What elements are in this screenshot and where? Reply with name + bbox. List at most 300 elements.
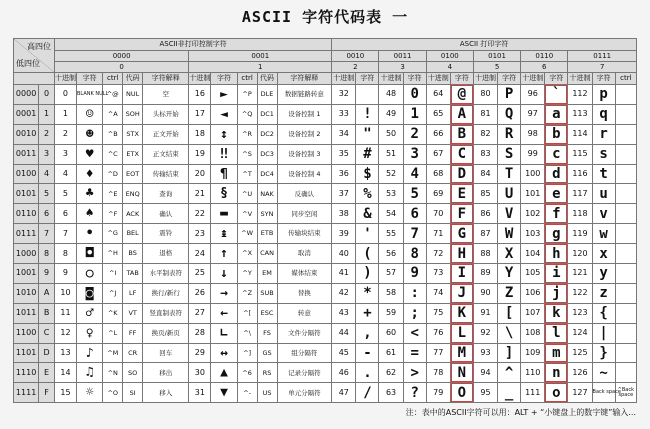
char-cell: % <box>356 184 379 204</box>
decimal-cell: 101 <box>521 184 545 204</box>
ctrl-cell <box>615 343 636 363</box>
code-cell: SI <box>123 383 143 403</box>
char-cell: ♠ <box>77 204 103 224</box>
char-cell: < <box>403 323 426 343</box>
char-cell: ^ <box>498 363 521 383</box>
char-cell: M <box>450 343 473 363</box>
decimal-cell: 15 <box>54 383 76 403</box>
decimal-cell: 62 <box>379 363 403 383</box>
row-bits: 1000 <box>14 244 39 264</box>
decimal-cell: 60 <box>379 323 403 343</box>
decimal-cell: 98 <box>521 124 545 144</box>
decimal-cell: 125 <box>568 343 592 363</box>
char-cell: t <box>592 164 615 184</box>
table-row <box>14 144 637 164</box>
decimal-cell: 32 <box>332 85 356 105</box>
desc-cell: 取消 <box>277 244 332 264</box>
row-hex: 4 <box>39 164 55 184</box>
char-cell: ¶ <box>211 164 237 184</box>
decimal-cell: 64 <box>426 85 450 105</box>
decimal-cell: 29 <box>189 343 211 363</box>
col-header: 字符 <box>403 73 426 85</box>
code-cell: GS <box>257 343 277 363</box>
decimal-cell: 86 <box>473 204 497 224</box>
ctrl-cell: ^L <box>103 323 123 343</box>
char-cell: ∟ <box>211 323 237 343</box>
decimal-cell: 112 <box>568 85 592 105</box>
char-cell: B <box>450 124 473 144</box>
decimal-cell: 100 <box>521 164 545 184</box>
code-cell: RS <box>257 363 277 383</box>
code-cell: DC1 <box>257 104 277 124</box>
col-header: 字符 <box>211 73 237 85</box>
desc-cell: 替换 <box>277 283 332 303</box>
col-header: 十进制 <box>521 73 545 85</box>
char-cell: h <box>545 244 568 264</box>
decimal-cell: 9 <box>54 264 76 284</box>
decimal-cell: 121 <box>568 264 592 284</box>
char-cell: A <box>450 104 473 124</box>
group-bits-2: 0010 <box>332 51 379 62</box>
ctrl-cell <box>615 244 636 264</box>
char-cell: BLANK NULL <box>77 85 103 105</box>
char-cell: 0 <box>403 85 426 105</box>
decimal-cell: 57 <box>379 264 403 284</box>
ctrl-cell <box>615 264 636 284</box>
decimal-cell: 30 <box>189 363 211 383</box>
char-cell: & <box>356 204 379 224</box>
char-cell: ◙ <box>77 283 103 303</box>
table-row <box>14 383 637 403</box>
decimal-cell: 79 <box>426 383 450 403</box>
col-header: 十进制 <box>473 73 497 85</box>
char-cell: ♪ <box>77 343 103 363</box>
col-header: 字符 <box>450 73 473 85</box>
ascii-table <box>13 38 637 403</box>
decimal-cell: 87 <box>473 224 497 244</box>
ctrl-cell <box>615 204 636 224</box>
decimal-cell: 70 <box>426 204 450 224</box>
char-cell: r <box>592 124 615 144</box>
decimal-cell: 119 <box>568 224 592 244</box>
ctrl-cell: ^@ <box>103 85 123 105</box>
char-cell: u <box>592 184 615 204</box>
char-cell: $ <box>356 164 379 184</box>
code-cell: SO <box>123 363 143 383</box>
code-cell: NAK <box>257 184 277 204</box>
desc-cell: 数据链路转意 <box>277 85 332 105</box>
ctrl-cell <box>615 323 636 343</box>
group-bits-5: 0101 <box>473 51 520 62</box>
desc-cell: 震铃 <box>143 224 189 244</box>
col-header: 字符 <box>545 73 568 85</box>
ctrl-cell: ^C <box>103 144 123 164</box>
char-cell: 3 <box>403 144 426 164</box>
char-cell: ◘ <box>77 244 103 264</box>
decimal-cell: 54 <box>379 204 403 224</box>
decimal-cell: 71 <box>426 224 450 244</box>
char-cell: + <box>356 303 379 323</box>
decimal-cell: 8 <box>54 244 76 264</box>
col-header: 字符解释 <box>143 73 189 85</box>
decimal-cell: 41 <box>332 264 356 284</box>
desc-cell: 竖直制表符 <box>143 303 189 323</box>
ctrl-cell: ^W <box>237 224 257 244</box>
char-cell: e <box>545 184 568 204</box>
decimal-cell: 96 <box>521 85 545 105</box>
decimal-cell: 49 <box>379 104 403 124</box>
col-header-ctrl: ctrl <box>615 73 636 85</box>
low-bits-label: 低四位 <box>16 59 40 68</box>
char-cell: ( <box>356 244 379 264</box>
decimal-cell: 63 <box>379 383 403 403</box>
decimal-cell: 35 <box>332 144 356 164</box>
char-cell: R <box>498 124 521 144</box>
char-cell: w <box>592 224 615 244</box>
decimal-cell: 120 <box>568 244 592 264</box>
char-cell: ▼ <box>211 383 237 403</box>
code-cell: SOH <box>123 104 143 124</box>
row-hex: 7 <box>39 224 55 244</box>
char-cell: . <box>356 363 379 383</box>
ctrl-cell: ^M <box>103 343 123 363</box>
char-cell: / <box>356 383 379 403</box>
table-row <box>14 124 637 144</box>
char-cell: ? <box>403 383 426 403</box>
col-header: 十进制 <box>568 73 592 85</box>
row-hex: 0 <box>39 85 55 105</box>
decimal-cell: 72 <box>426 244 450 264</box>
row-hex: 6 <box>39 204 55 224</box>
char-cell: Back space <box>592 383 615 403</box>
char-cell: • <box>77 224 103 244</box>
row-hex: 3 <box>39 144 55 164</box>
ctrl-cell: ^P <box>237 85 257 105</box>
row-hex: B <box>39 303 55 323</box>
decimal-cell: 56 <box>379 244 403 264</box>
char-cell: C <box>450 144 473 164</box>
decimal-cell: 22 <box>189 204 211 224</box>
char-cell: P <box>498 85 521 105</box>
row-hex: 5 <box>39 184 55 204</box>
char-cell: o <box>545 383 568 403</box>
char-cell: Q <box>498 104 521 124</box>
desc-cell: 正文开始 <box>143 124 189 144</box>
row-bits: 0001 <box>14 104 39 124</box>
desc-cell: 媒体结束 <box>277 264 332 284</box>
char-cell: k <box>545 303 568 323</box>
nonprint-header: ASCII非打印控制字符 <box>54 39 331 51</box>
row-bits: 1001 <box>14 264 39 284</box>
decimal-cell: 16 <box>189 85 211 105</box>
col-header: 十进制 <box>332 73 356 85</box>
char-cell: ♥ <box>77 144 103 164</box>
decimal-cell: 67 <box>426 144 450 164</box>
row-hex: E <box>39 363 55 383</box>
char-cell: _ <box>498 383 521 403</box>
decimal-cell: 106 <box>521 283 545 303</box>
ctrl-cell: ^A <box>103 104 123 124</box>
char-cell: ☻ <box>77 124 103 144</box>
ctrl-cell: ^B <box>103 124 123 144</box>
decimal-cell: 76 <box>426 323 450 343</box>
char-cell: a <box>545 104 568 124</box>
char-cell: # <box>356 144 379 164</box>
char-cell: " <box>356 124 379 144</box>
decimal-cell: 75 <box>426 303 450 323</box>
char-cell: g <box>545 224 568 244</box>
char-cell: ~ <box>592 363 615 383</box>
decimal-cell: 83 <box>473 144 497 164</box>
char-cell: 2 <box>403 124 426 144</box>
char-cell: ☼ <box>77 383 103 403</box>
decimal-cell: 37 <box>332 184 356 204</box>
code-cell: ESC <box>257 303 277 323</box>
char-cell: b <box>545 124 568 144</box>
ctrl-cell: ^D <box>103 164 123 184</box>
char-cell: c <box>545 144 568 164</box>
code-cell: EM <box>257 264 277 284</box>
char-cell: V <box>498 204 521 224</box>
char-cell: 1 <box>403 104 426 124</box>
decimal-cell: 113 <box>568 104 592 124</box>
col-header: ctrl <box>237 73 257 85</box>
decimal-cell: 95 <box>473 383 497 403</box>
decimal-cell: 14 <box>54 363 76 383</box>
char-cell: * <box>356 283 379 303</box>
decimal-cell: 21 <box>189 184 211 204</box>
row-bits: 1100 <box>14 323 39 343</box>
char-cell: I <box>450 264 473 284</box>
ctrl-cell: ^Y <box>237 264 257 284</box>
decimal-cell: 46 <box>332 363 356 383</box>
ctrl-cell: ^J <box>103 283 123 303</box>
char-cell: F <box>450 204 473 224</box>
code-cell: ETX <box>123 144 143 164</box>
decimal-cell: 68 <box>426 164 450 184</box>
desc-cell: 设备控制 2 <box>277 124 332 144</box>
table-row <box>14 244 637 264</box>
decimal-cell: 69 <box>426 184 450 204</box>
char-cell: { <box>592 303 615 323</box>
ctrl-cell <box>615 164 636 184</box>
ctrl-cell: ^- <box>237 383 257 403</box>
desc-cell: 组分隔符 <box>277 343 332 363</box>
decimal-cell: 108 <box>521 323 545 343</box>
code-cell: DC3 <box>257 144 277 164</box>
code-cell: FF <box>123 323 143 343</box>
char-cell: ↑ <box>211 244 237 264</box>
col-header: 字符 <box>592 73 615 85</box>
char-cell: m <box>545 343 568 363</box>
char-cell: G <box>450 224 473 244</box>
decimal-cell: 55 <box>379 224 403 244</box>
desc-cell: 设备控制 4 <box>277 164 332 184</box>
col-header: 十进制 <box>189 73 211 85</box>
char-cell: ► <box>211 85 237 105</box>
row-bits: 1010 <box>14 283 39 303</box>
row-hex: A <box>39 283 55 303</box>
char-cell: Z <box>498 283 521 303</box>
table-row <box>14 204 637 224</box>
char-cell: x <box>592 244 615 264</box>
char-cell: i <box>545 264 568 284</box>
char-cell: D <box>450 164 473 184</box>
decimal-cell: 52 <box>379 164 403 184</box>
ctrl-cell: ^\ <box>237 323 257 343</box>
char-cell: ♦ <box>77 164 103 184</box>
code-cell: BEL <box>123 224 143 244</box>
row-bits: 1101 <box>14 343 39 363</box>
desc-cell: 文件分隔符 <box>277 323 332 343</box>
ctrl-cell <box>615 85 636 105</box>
decimal-cell: 12 <box>54 323 76 343</box>
char-cell: ↨ <box>211 224 237 244</box>
decimal-cell: 123 <box>568 303 592 323</box>
group-num-6: 6 <box>521 62 568 73</box>
corner-header <box>14 39 55 73</box>
decimal-cell: 59 <box>379 303 403 323</box>
code-cell: LF <box>123 283 143 303</box>
char-cell: T <box>498 164 521 184</box>
decimal-cell: 4 <box>54 164 76 184</box>
decimal-cell: 78 <box>426 363 450 383</box>
char-cell <box>356 85 379 105</box>
ctrl-cell: ^Back space <box>615 383 636 403</box>
char-cell: n <box>545 363 568 383</box>
char-cell: ] <box>498 343 521 363</box>
decimal-cell: 94 <box>473 363 497 383</box>
char-cell: J <box>450 283 473 303</box>
char-cell: l <box>545 323 568 343</box>
decimal-cell: 20 <box>189 164 211 184</box>
row-bits: 0011 <box>14 144 39 164</box>
char-cell: ♫ <box>77 363 103 383</box>
char-cell: | <box>592 323 615 343</box>
group-bits-4: 0100 <box>426 51 473 62</box>
group-bits-7: 0111 <box>568 51 637 62</box>
ctrl-cell <box>615 303 636 323</box>
char-cell: q <box>592 104 615 124</box>
ctrl-cell: ^U <box>237 184 257 204</box>
char-cell: j <box>545 283 568 303</box>
ctrl-cell: ^I <box>103 264 123 284</box>
decimal-cell: 81 <box>473 104 497 124</box>
desc-cell: 同步空闲 <box>277 204 332 224</box>
char-cell: ♀ <box>77 323 103 343</box>
char-cell: z <box>592 283 615 303</box>
ctrl-cell: ^N <box>103 363 123 383</box>
decimal-cell: 117 <box>568 184 592 204</box>
table-row <box>14 363 637 383</box>
col-header: ctrl <box>103 73 123 85</box>
col-header: 字符解释 <box>277 73 332 85</box>
decimal-cell: 104 <box>521 244 545 264</box>
print-header: ASCII 打印字符 <box>332 39 637 51</box>
decimal-cell: 7 <box>54 224 76 244</box>
code-cell: ACK <box>123 204 143 224</box>
decimal-cell: 2 <box>54 124 76 144</box>
group-bits-6: 0110 <box>521 51 568 62</box>
decimal-cell: 43 <box>332 303 356 323</box>
code-cell: CAN <box>257 244 277 264</box>
decimal-cell: 92 <box>473 323 497 343</box>
char-cell: ♣ <box>77 184 103 204</box>
char-cell: K <box>450 303 473 323</box>
table-row <box>14 303 637 323</box>
decimal-cell: 27 <box>189 303 211 323</box>
code-cell: NUL <box>123 85 143 105</box>
char-cell: ) <box>356 264 379 284</box>
char-cell: ← <box>211 303 237 323</box>
desc-cell: 换页/新页 <box>143 323 189 343</box>
decimal-cell: 126 <box>568 363 592 383</box>
code-cell: BS <box>123 244 143 264</box>
table-row <box>14 323 637 343</box>
empty-header <box>14 73 55 85</box>
decimal-cell: 124 <box>568 323 592 343</box>
decimal-cell: 6 <box>54 204 76 224</box>
decimal-cell: 5 <box>54 184 76 204</box>
ctrl-cell: ^F <box>103 204 123 224</box>
code-cell: CR <box>123 343 143 363</box>
code-cell: VT <box>123 303 143 323</box>
char-cell: ↕ <box>211 124 237 144</box>
char-cell: ◄ <box>211 104 237 124</box>
char-cell: ↔ <box>211 343 237 363</box>
decimal-cell: 88 <box>473 244 497 264</box>
char-cell: ▲ <box>211 363 237 383</box>
ctrl-cell: ^E <box>103 184 123 204</box>
char-cell: S <box>498 144 521 164</box>
col-header: 字符 <box>77 73 103 85</box>
ctrl-cell <box>615 224 636 244</box>
decimal-cell: 90 <box>473 283 497 303</box>
ctrl-cell: ^] <box>237 343 257 363</box>
decimal-cell: 38 <box>332 204 356 224</box>
decimal-cell: 65 <box>426 104 450 124</box>
ctrl-cell: ^6 <box>237 363 257 383</box>
char-cell: ♂ <box>77 303 103 323</box>
desc-cell: 空 <box>143 85 189 105</box>
decimal-cell: 18 <box>189 124 211 144</box>
decimal-cell: 102 <box>521 204 545 224</box>
desc-cell: 回车 <box>143 343 189 363</box>
group-num-7: 7 <box>568 62 637 73</box>
decimal-cell: 73 <box>426 264 450 284</box>
char-cell: d <box>545 164 568 184</box>
table-row <box>14 164 637 184</box>
row-bits: 1111 <box>14 383 39 403</box>
group-num-0: 0 <box>54 62 188 73</box>
decimal-cell: 97 <box>521 104 545 124</box>
row-bits: 0100 <box>14 164 39 184</box>
decimal-cell: 89 <box>473 264 497 284</box>
char-cell: X <box>498 244 521 264</box>
row-hex: F <box>39 383 55 403</box>
code-cell: SYN <box>257 204 277 224</box>
code-cell: SUB <box>257 283 277 303</box>
decimal-cell: 3 <box>54 144 76 164</box>
col-header: 十进制 <box>54 73 76 85</box>
decimal-cell: 13 <box>54 343 76 363</box>
row-bits: 0111 <box>14 224 39 244</box>
col-header: 字符 <box>498 73 521 85</box>
ctrl-cell <box>615 124 636 144</box>
char-cell: U <box>498 184 521 204</box>
group-bits-0: 0000 <box>54 51 188 62</box>
group-num-3: 3 <box>379 62 426 73</box>
